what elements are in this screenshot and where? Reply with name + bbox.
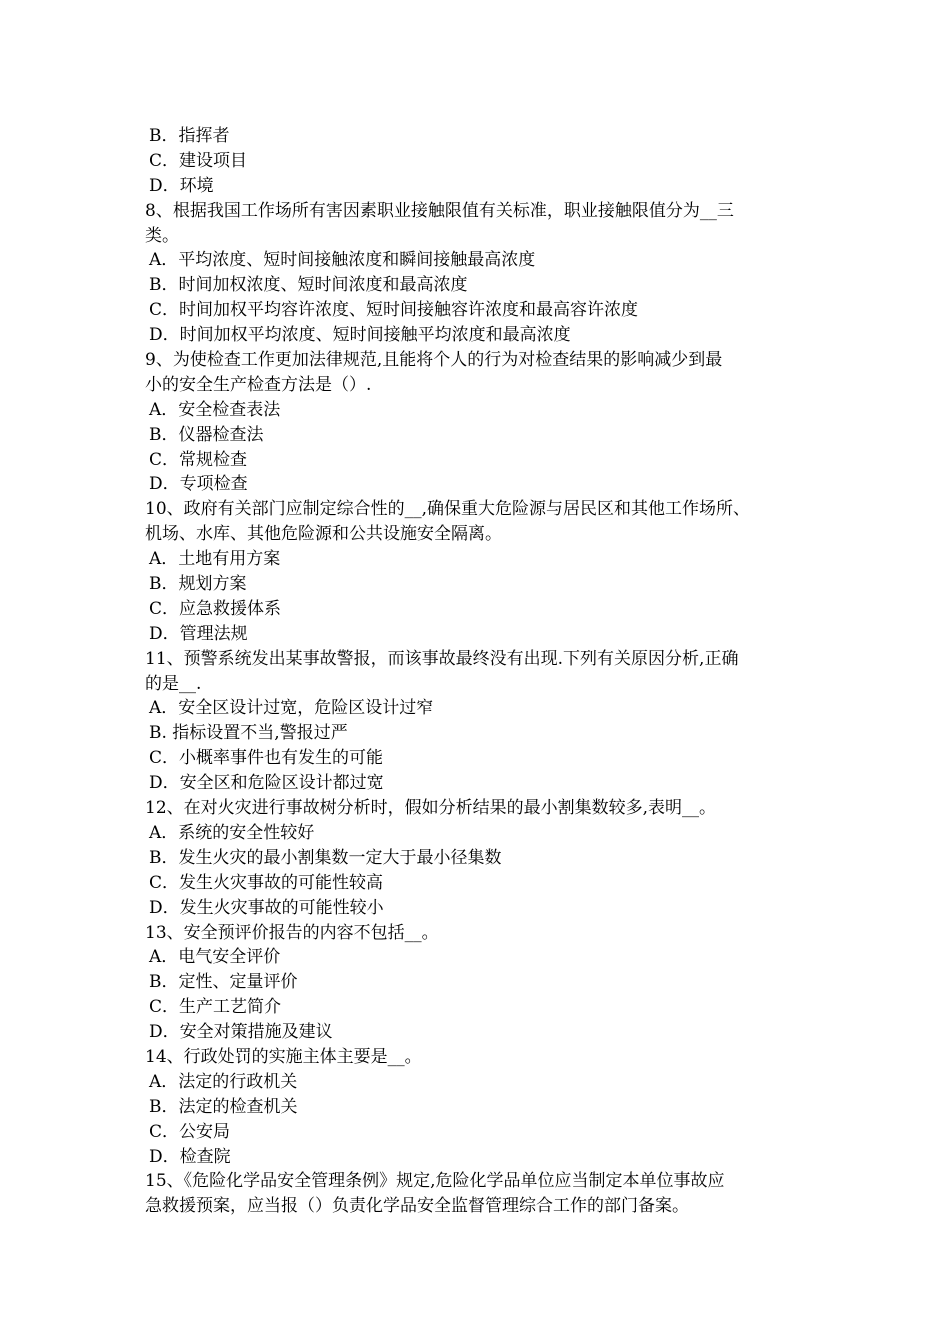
option-line: C．应急救援体系 xyxy=(149,598,282,619)
option-line: B．规划方案 xyxy=(149,574,247,595)
question-line: 14、行政处罚的实施主体主要是__。 xyxy=(145,1046,422,1067)
question-line: 12、在对火灾进行事故树分析时，假如分析结果的最小割集数较多,表明__。 xyxy=(145,798,717,819)
question-line: 类。 xyxy=(145,225,179,246)
option-line: C．公安局 xyxy=(149,1121,231,1142)
option-line: A．系统的安全性较好 xyxy=(149,822,315,843)
option-line: D．安全对策措施及建议 xyxy=(149,1022,333,1043)
question-line: 急救援预案，应当报（）负责化学品安全监督管理综合工作的部门备案。 xyxy=(145,1196,689,1217)
question-line: 9、为使检查工作更加法律规范,且能将个人的行为对检查结果的影响减少到最 xyxy=(145,350,723,371)
option-line: B．时间加权浓度、短时间浓度和最高浓度 xyxy=(149,275,468,296)
option-line: B．定性、定量评价 xyxy=(149,972,298,993)
option-line: D．安全区和危险区设计都过宽 xyxy=(149,773,384,794)
option-line: C．常规检查 xyxy=(149,449,248,470)
question-line: 机场、水库、其他危险源和公共设施安全隔离。 xyxy=(145,524,502,545)
option-line: A．电气安全评价 xyxy=(149,947,281,968)
question-line: 8、根据我国工作场所有害因素职业接触限值有关标准，职业接触限值分为__三 xyxy=(145,200,734,221)
option-line: B．仪器检查法 xyxy=(149,424,264,445)
question-line: 11、预警系统发出某事故警报，而该事故最终没有出现.下列有关原因分析,正确 xyxy=(145,648,739,669)
option-line: D．环境 xyxy=(149,175,214,196)
option-line: B．指挥者 xyxy=(149,126,230,146)
option-line: A．平均浓度、短时间接触浓度和瞬间接触最高浓度 xyxy=(149,250,536,271)
option-line: C．时间加权平均容许浓度、短时间接触容许浓度和最高容许浓度 xyxy=(149,300,639,321)
option-line: C．建设项目 xyxy=(149,150,248,171)
option-line: B. 指标设置不当,警报过严 xyxy=(149,723,348,744)
option-line: A．土地有用方案 xyxy=(149,549,281,570)
option-line: A．安全区设计过宽，危险区设计过窄 xyxy=(149,698,434,719)
option-line: A．安全检查表法 xyxy=(149,399,281,420)
option-line: C．发生火灾事故的可能性较高 xyxy=(149,872,384,893)
option-line: A．法定的行政机关 xyxy=(149,1071,298,1092)
option-line: C．生产工艺简介 xyxy=(149,997,282,1018)
option-line: C．小概率事件也有发生的可能 xyxy=(149,748,384,769)
question-line: 的是__. xyxy=(145,673,202,694)
question-line: 13、安全预评价报告的内容不包括__。 xyxy=(145,922,439,943)
option-line: B．发生火灾的最小割集数一定大于最小径集数 xyxy=(149,847,502,868)
option-line: D．时间加权平均浓度、短时间接触平均浓度和最高浓度 xyxy=(149,325,571,346)
question-line: 小的安全生产检查方法是（）. xyxy=(145,374,372,395)
option-line: D．管理法规 xyxy=(149,623,248,644)
document-body xyxy=(145,124,825,1219)
option-line: D．专项检查 xyxy=(149,474,248,495)
option-line: D．发生火灾事故的可能性较小 xyxy=(149,897,384,918)
question-line: 10、政府有关部门应制定综合性的__,确保重大危险源与居民区和其他工作场所、 xyxy=(145,499,751,520)
option-line: B．法定的检查机关 xyxy=(149,1096,298,1117)
question-line: 15、《危险化学品安全管理条例》规定,危险化学品单位应当制定本单位事故应 xyxy=(145,1171,725,1192)
option-line: D．检查院 xyxy=(149,1146,231,1167)
